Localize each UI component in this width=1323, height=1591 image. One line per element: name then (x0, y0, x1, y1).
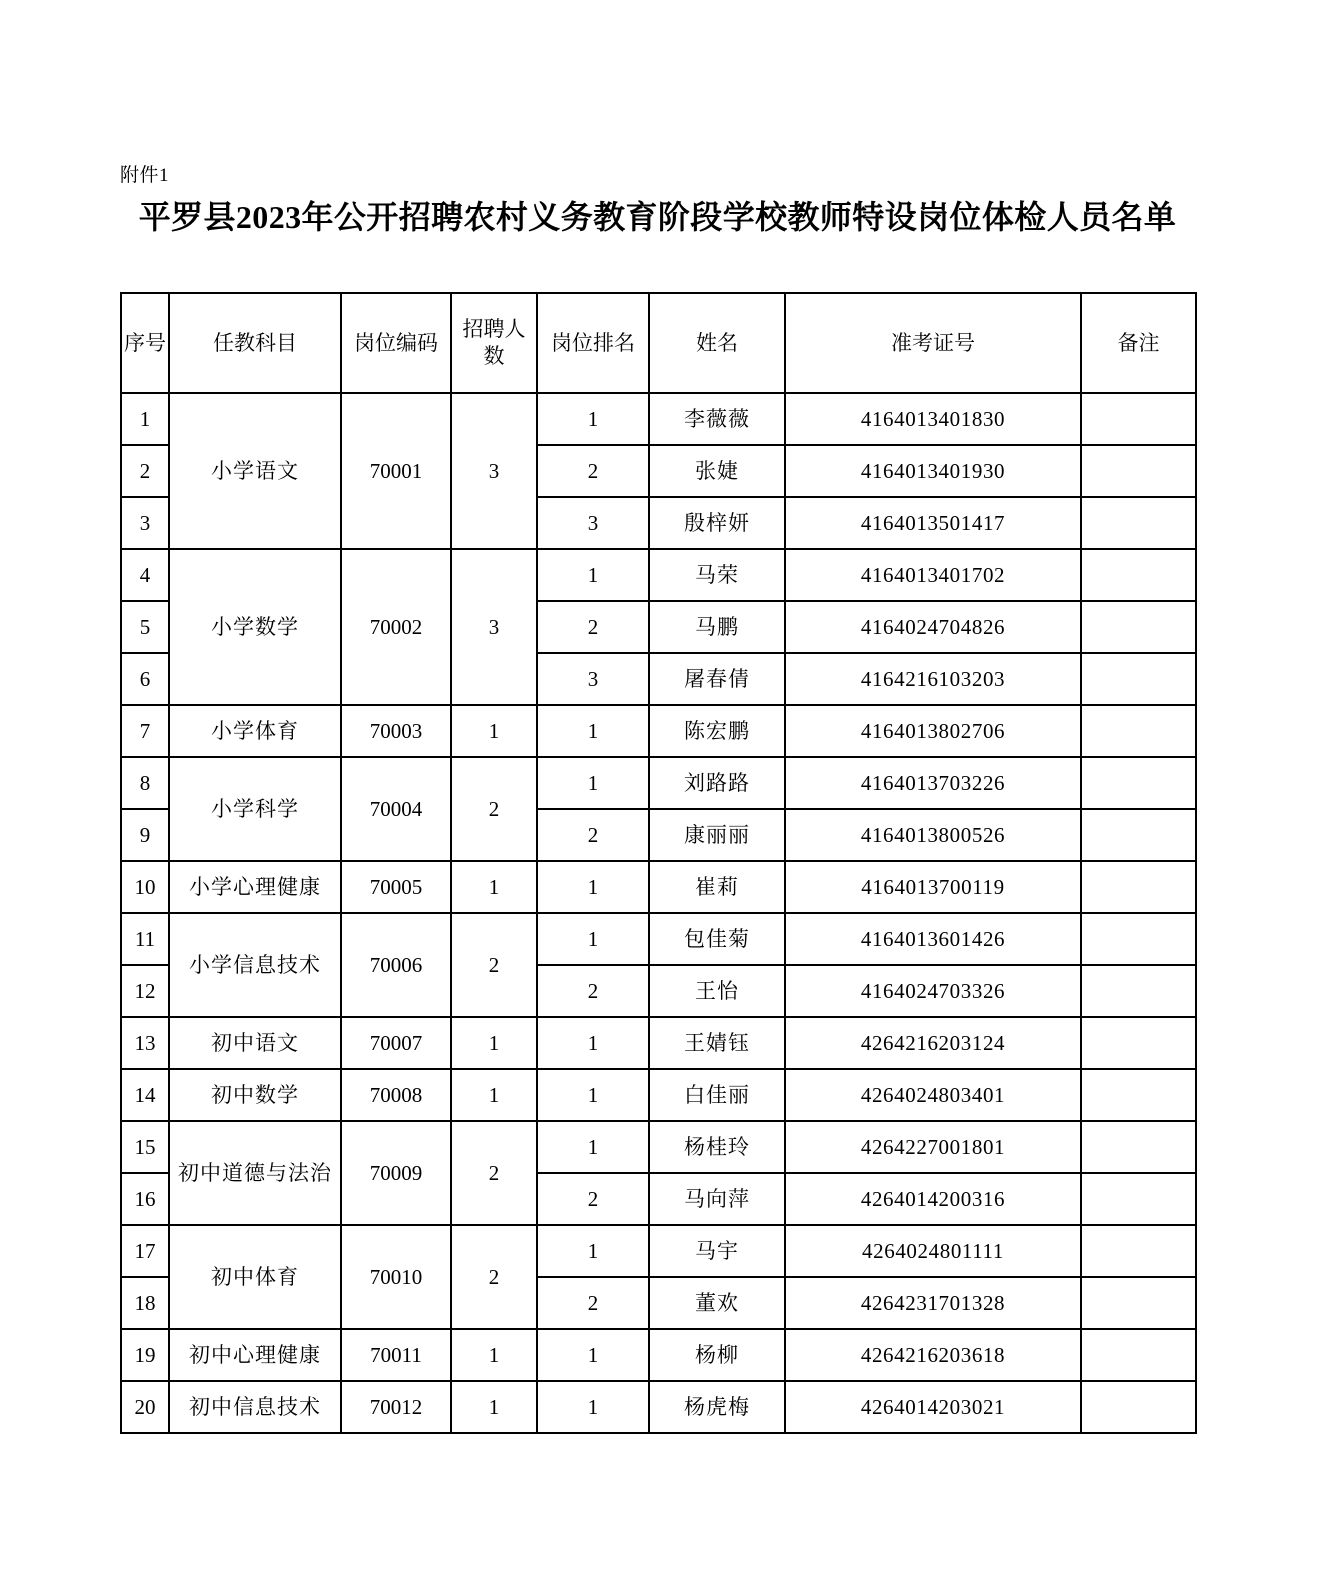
cell-job-code: 70003 (341, 705, 451, 757)
cell-job-code: 70004 (341, 757, 451, 861)
cell-seq: 11 (121, 913, 169, 965)
cell-remark (1081, 393, 1196, 445)
cell-rank: 3 (537, 497, 649, 549)
cell-seq: 4 (121, 549, 169, 601)
cell-subject: 小学心理健康 (169, 861, 341, 913)
cell-ticket: 4164013800526 (785, 809, 1081, 861)
cell-rank: 1 (537, 1225, 649, 1277)
column-header-job-code: 岗位编码 (341, 293, 451, 393)
attachment-label: 附件1 (120, 165, 170, 186)
cell-name: 马宇 (649, 1225, 785, 1277)
cell-rank: 2 (537, 445, 649, 497)
table-row (121, 705, 1196, 757)
cell-seq: 9 (121, 809, 169, 861)
table-row (121, 1069, 1196, 1121)
column-header-name: 姓名 (649, 293, 785, 393)
cell-name: 张婕 (649, 445, 785, 497)
cell-ticket: 4164024703326 (785, 965, 1081, 1017)
cell-quota: 1 (451, 861, 537, 913)
column-header-rank: 岗位排名 (537, 293, 649, 393)
cell-name: 王婧钰 (649, 1017, 785, 1069)
cell-name: 刘路路 (649, 757, 785, 809)
cell-rank: 2 (537, 1173, 649, 1225)
cell-ticket: 4264231701328 (785, 1277, 1081, 1329)
cell-job-code: 70009 (341, 1121, 451, 1225)
table-header-row (121, 293, 1196, 393)
cell-ticket: 4164013401830 (785, 393, 1081, 445)
cell-seq: 15 (121, 1121, 169, 1173)
cell-subject: 初中信息技术 (169, 1381, 341, 1433)
cell-quota: 3 (451, 549, 537, 705)
cell-name: 董欢 (649, 1277, 785, 1329)
cell-quota: 1 (451, 1017, 537, 1069)
table-row (121, 757, 1196, 809)
table-row (121, 1017, 1196, 1069)
cell-rank: 2 (537, 809, 649, 861)
cell-seq: 3 (121, 497, 169, 549)
cell-quota: 2 (451, 913, 537, 1017)
cell-remark (1081, 861, 1196, 913)
cell-name: 崔莉 (649, 861, 785, 913)
cell-ticket: 4164013401702 (785, 549, 1081, 601)
cell-rank: 1 (537, 393, 649, 445)
cell-quota: 2 (451, 757, 537, 861)
cell-name: 包佳菊 (649, 913, 785, 965)
cell-ticket: 4164216103203 (785, 653, 1081, 705)
cell-seq: 16 (121, 1173, 169, 1225)
cell-remark (1081, 757, 1196, 809)
cell-remark (1081, 445, 1196, 497)
cell-rank: 1 (537, 1017, 649, 1069)
cell-name: 杨柳 (649, 1329, 785, 1381)
cell-ticket: 4264024803401 (785, 1069, 1081, 1121)
cell-remark (1081, 1121, 1196, 1173)
cell-subject: 初中道德与法治 (169, 1121, 341, 1225)
cell-rank: 2 (537, 1277, 649, 1329)
cell-quota: 3 (451, 393, 537, 549)
cell-rank: 1 (537, 549, 649, 601)
cell-rank: 2 (537, 965, 649, 1017)
cell-seq: 17 (121, 1225, 169, 1277)
cell-subject: 初中体育 (169, 1225, 341, 1329)
cell-quota: 2 (451, 1225, 537, 1329)
table-row (121, 1381, 1196, 1433)
cell-job-code: 70010 (341, 1225, 451, 1329)
cell-name: 李薇薇 (649, 393, 785, 445)
cell-rank: 1 (537, 1069, 649, 1121)
cell-ticket: 4164013703226 (785, 757, 1081, 809)
table-row (121, 393, 1196, 445)
cell-remark (1081, 965, 1196, 1017)
cell-ticket: 4264014203021 (785, 1381, 1081, 1433)
cell-remark (1081, 1277, 1196, 1329)
cell-remark (1081, 1173, 1196, 1225)
cell-subject: 小学科学 (169, 757, 341, 861)
cell-quota: 1 (451, 705, 537, 757)
cell-seq: 1 (121, 393, 169, 445)
cell-name: 马向萍 (649, 1173, 785, 1225)
cell-rank: 1 (537, 861, 649, 913)
cell-name: 杨虎梅 (649, 1381, 785, 1433)
cell-ticket: 4164013501417 (785, 497, 1081, 549)
cell-remark (1081, 1329, 1196, 1381)
cell-seq: 2 (121, 445, 169, 497)
cell-name: 屠春倩 (649, 653, 785, 705)
cell-job-code: 70006 (341, 913, 451, 1017)
cell-job-code: 70011 (341, 1329, 451, 1381)
table-row (121, 861, 1196, 913)
table-row (121, 1329, 1196, 1381)
cell-ticket: 4264227001801 (785, 1121, 1081, 1173)
cell-subject: 初中语文 (169, 1017, 341, 1069)
cell-seq: 20 (121, 1381, 169, 1433)
cell-job-code: 70008 (341, 1069, 451, 1121)
cell-subject: 小学体育 (169, 705, 341, 757)
cell-remark (1081, 601, 1196, 653)
cell-subject: 初中数学 (169, 1069, 341, 1121)
cell-name: 白佳丽 (649, 1069, 785, 1121)
cell-name: 杨桂玲 (649, 1121, 785, 1173)
cell-subject: 初中心理健康 (169, 1329, 341, 1381)
column-header-remark: 备注 (1081, 293, 1196, 393)
cell-subject: 小学数学 (169, 549, 341, 705)
cell-remark (1081, 549, 1196, 601)
cell-seq: 6 (121, 653, 169, 705)
cell-remark (1081, 705, 1196, 757)
cell-seq: 19 (121, 1329, 169, 1381)
column-header-ticket: 准考证号 (785, 293, 1081, 393)
cell-job-code: 70012 (341, 1381, 451, 1433)
cell-name: 殷梓妍 (649, 497, 785, 549)
cell-name: 康丽丽 (649, 809, 785, 861)
cell-seq: 8 (121, 757, 169, 809)
cell-seq: 12 (121, 965, 169, 1017)
cell-seq: 7 (121, 705, 169, 757)
table-row (121, 913, 1196, 965)
cell-remark (1081, 809, 1196, 861)
cell-rank: 1 (537, 1329, 649, 1381)
page-title: 平罗县2023年公开招聘农村义务教育阶段学校教师特设岗位体检人员名单 (138, 199, 1177, 235)
cell-remark (1081, 1069, 1196, 1121)
table-row (121, 1225, 1196, 1277)
cell-remark (1081, 497, 1196, 549)
cell-rank: 3 (537, 653, 649, 705)
cell-quota: 1 (451, 1381, 537, 1433)
cell-name: 马荣 (649, 549, 785, 601)
health-check-roster-table (120, 292, 1197, 1434)
cell-quota: 1 (451, 1329, 537, 1381)
cell-name: 马鹏 (649, 601, 785, 653)
column-header-seq: 序号 (121, 293, 169, 393)
cell-remark (1081, 1225, 1196, 1277)
cell-rank: 1 (537, 1121, 649, 1173)
cell-rank: 1 (537, 913, 649, 965)
cell-rank: 2 (537, 601, 649, 653)
cell-job-code: 70002 (341, 549, 451, 705)
cell-quota: 1 (451, 1069, 537, 1121)
column-header-subject: 任教科目 (169, 293, 341, 393)
cell-remark (1081, 1017, 1196, 1069)
cell-remark (1081, 1381, 1196, 1433)
cell-seq: 10 (121, 861, 169, 913)
cell-remark (1081, 913, 1196, 965)
cell-seq: 5 (121, 601, 169, 653)
cell-ticket: 4164013700119 (785, 861, 1081, 913)
cell-ticket: 4164013802706 (785, 705, 1081, 757)
cell-ticket: 4264216203618 (785, 1329, 1081, 1381)
cell-job-code: 70007 (341, 1017, 451, 1069)
column-header-quota: 招聘人数 (451, 293, 537, 393)
cell-ticket: 4264024801111 (785, 1225, 1081, 1277)
cell-ticket: 4164013401930 (785, 445, 1081, 497)
cell-job-code: 70005 (341, 861, 451, 913)
cell-ticket: 4164024704826 (785, 601, 1081, 653)
cell-rank: 1 (537, 757, 649, 809)
table-body (121, 393, 1196, 1433)
cell-subject: 小学语文 (169, 393, 341, 549)
cell-ticket: 4264014200316 (785, 1173, 1081, 1225)
cell-rank: 1 (537, 705, 649, 757)
cell-name: 王怡 (649, 965, 785, 1017)
cell-seq: 14 (121, 1069, 169, 1121)
cell-ticket: 4264216203124 (785, 1017, 1081, 1069)
cell-job-code: 70001 (341, 393, 451, 549)
cell-seq: 18 (121, 1277, 169, 1329)
cell-ticket: 4164013601426 (785, 913, 1081, 965)
table-row (121, 549, 1196, 601)
cell-seq: 13 (121, 1017, 169, 1069)
cell-subject: 小学信息技术 (169, 913, 341, 1017)
table-header (121, 293, 1196, 393)
cell-quota: 2 (451, 1121, 537, 1225)
cell-rank: 1 (537, 1381, 649, 1433)
cell-remark (1081, 653, 1196, 705)
table-row (121, 1121, 1196, 1173)
cell-name: 陈宏鹏 (649, 705, 785, 757)
